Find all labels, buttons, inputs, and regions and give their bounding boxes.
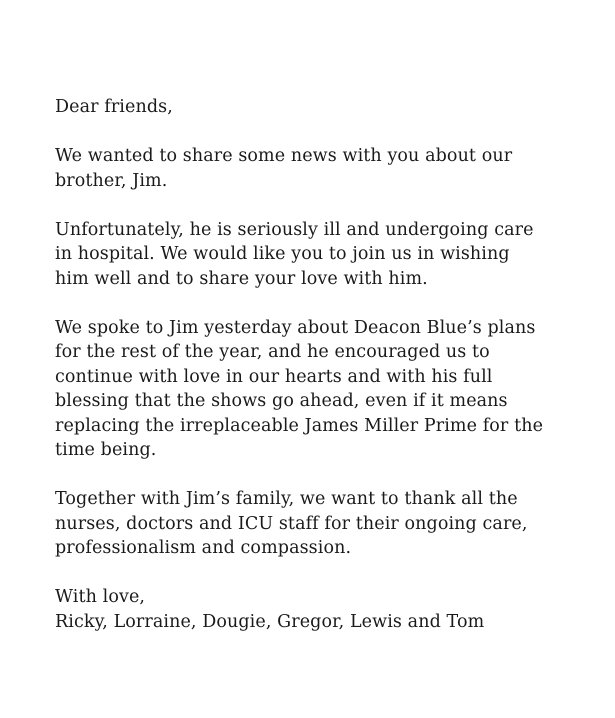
paragraph-line: brother, Jim. bbox=[55, 170, 168, 191]
paragraph-gap bbox=[55, 291, 565, 316]
greeting: Dear friends, bbox=[55, 97, 173, 117]
paragraph-line: Together with Jim’s family, we want to thank all the bbox=[55, 489, 518, 509]
paragraph-line: Unfortunately, he is seriously ill and undergoing care bbox=[55, 219, 534, 240]
closing: With love, bbox=[55, 587, 146, 607]
paragraph-gap bbox=[55, 193, 565, 218]
paragraph-illness bbox=[55, 218, 565, 292]
paragraph-line: replacing the irreplaceable James Miller Prime for the bbox=[55, 415, 544, 436]
paragraph-thanks bbox=[55, 487, 565, 561]
paragraph-line: time being. bbox=[55, 440, 157, 460]
signatories: Ricky, Lorraine, Dougie, Gregor, Lewis and Tom bbox=[55, 611, 485, 632]
paragraph-line: We wanted to share some news with you about our bbox=[55, 146, 513, 166]
paragraph-line: him well and to share your love with him. bbox=[55, 268, 428, 289]
paragraph-gap bbox=[55, 561, 565, 586]
paragraph-line: in hospital. We would like you to join us in wishing bbox=[55, 244, 510, 264]
paragraph-line: nurses, doctors and ICU staff for their ongoing care, bbox=[55, 513, 528, 534]
paragraph-plans bbox=[55, 316, 565, 463]
paragraph-line: blessing that the shows go ahead, even if it means bbox=[55, 391, 508, 411]
letter-body bbox=[55, 95, 565, 634]
paragraph-line: We spoke to Jim yesterday about Deacon Blue’s plans bbox=[55, 317, 536, 338]
paragraph-line: continue with love in our hearts and with his full bbox=[55, 366, 493, 387]
paragraph-gap bbox=[55, 463, 565, 488]
paragraph-line: for the rest of the year, and he encouraged us to bbox=[55, 342, 490, 362]
paragraph-news bbox=[55, 144, 565, 193]
paragraph-gap bbox=[55, 120, 565, 145]
paragraph-line: professionalism and compassion. bbox=[55, 538, 352, 558]
